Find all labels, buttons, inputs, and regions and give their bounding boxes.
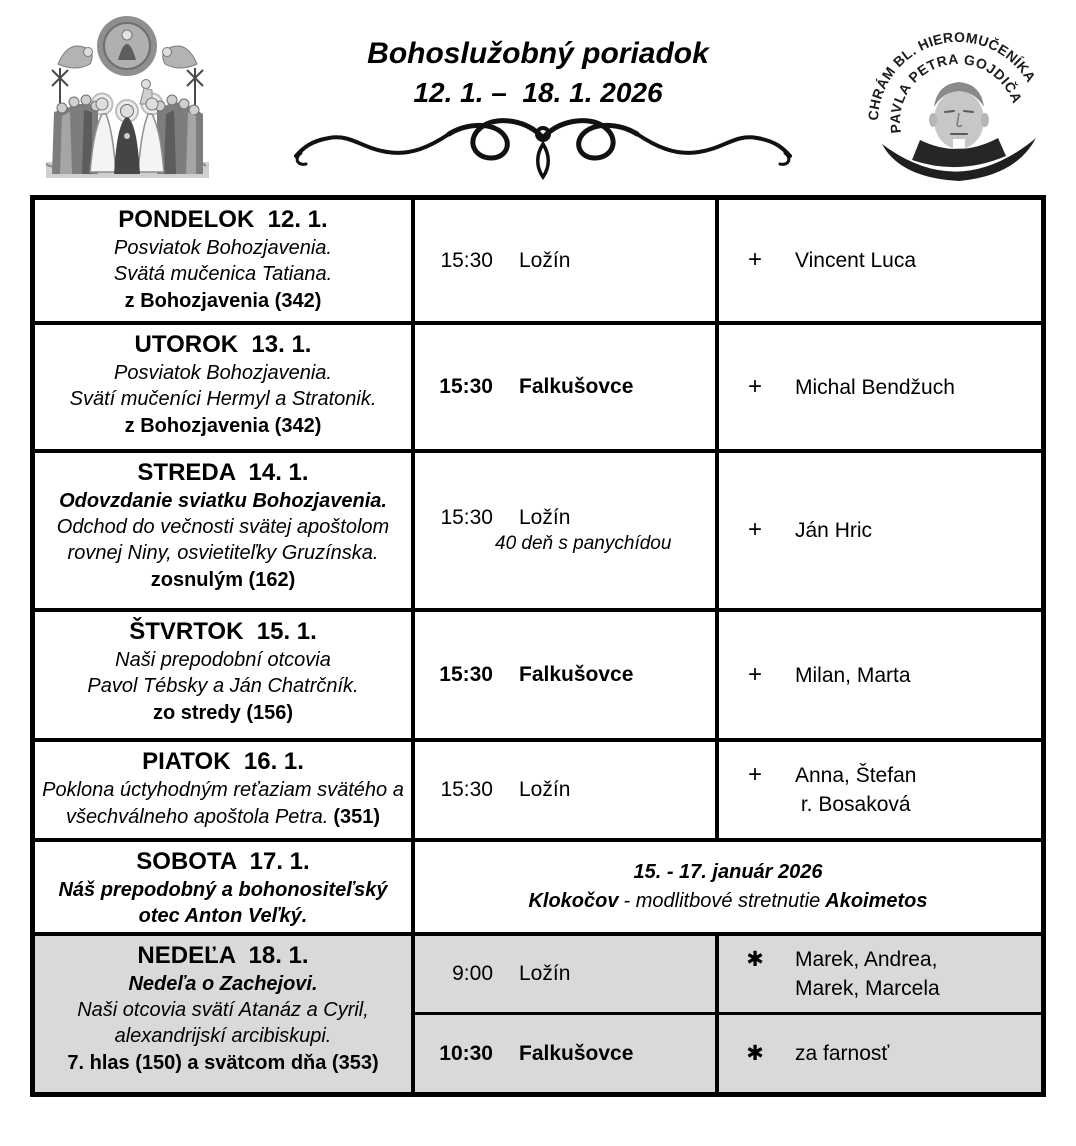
service-place: Ložín bbox=[519, 506, 571, 529]
feast-line: Posviatok Bohozjavenia. bbox=[114, 237, 332, 259]
intention-name: Milan, Marta bbox=[795, 663, 911, 687]
day-cell-sobota bbox=[35, 842, 415, 936]
service-time: 15:30 bbox=[440, 248, 493, 272]
intention-cell bbox=[719, 1015, 1041, 1092]
day-cell-piatok bbox=[35, 742, 415, 842]
service-line bbox=[431, 962, 570, 986]
intention-cell bbox=[719, 936, 1041, 1015]
service-place: Ložín bbox=[519, 778, 571, 801]
deceased-cross-symbol: + bbox=[747, 516, 762, 543]
service-line bbox=[431, 778, 570, 802]
feast-line: Svätí mučeníci Hermyl a Stratonik. bbox=[69, 388, 377, 410]
service-cell bbox=[415, 1015, 719, 1092]
day-cell-nedela bbox=[35, 936, 415, 1092]
feast-bold-line: Nedeľa o Zachejovi. bbox=[128, 973, 318, 995]
feast-line: Naši otcovia svätí Atanáz a Cyril, alexandrijskí arcibiskupi. bbox=[77, 999, 369, 1047]
feast-line: Poklona úctyhodným reťaziam svätého a všechválneho apoštola Petra. (351) bbox=[42, 779, 404, 828]
deceased-cross-symbol: + bbox=[747, 660, 762, 688]
rubric-line: z Bohozjavenia (342) bbox=[124, 415, 322, 437]
intention-name: za farnosť bbox=[795, 1042, 890, 1065]
day-title: SOBOTA 17. 1. bbox=[136, 848, 310, 875]
day-title: PONDELOK 12. 1. bbox=[118, 206, 328, 233]
intention-cell bbox=[719, 325, 1041, 453]
day-title: UTOROK 13. 1. bbox=[134, 331, 312, 358]
day-cell-stvrtok bbox=[35, 612, 415, 742]
service-place: Falkušovce bbox=[519, 1041, 634, 1065]
feast-line: Posviatok Bohozjavenia. bbox=[114, 362, 332, 384]
liturgy-note: 40 deň s panychídou bbox=[495, 533, 672, 554]
intention-name: r. Bosaková bbox=[800, 793, 911, 816]
service-line bbox=[431, 1042, 633, 1066]
service-place: Falkušovce bbox=[519, 663, 634, 686]
intention-cell bbox=[719, 742, 1041, 842]
service-line bbox=[431, 249, 570, 273]
deceased-cross-symbol: + bbox=[747, 372, 762, 400]
service-cell bbox=[415, 453, 719, 612]
day-title: NEDEĽA 18. 1. bbox=[137, 942, 309, 969]
intention-cell bbox=[719, 612, 1041, 742]
service-time: 15:30 bbox=[440, 506, 493, 529]
parish-stamp-icon bbox=[858, 4, 1053, 182]
living-asterisk-symbol: ✱ bbox=[746, 948, 764, 971]
stamp-arc-bottom-text: PAVLA PETRA GOJDIČA bbox=[886, 50, 1026, 135]
service-cell bbox=[415, 936, 719, 1015]
day-cell-pondelok bbox=[35, 200, 415, 325]
day-cell-streda bbox=[35, 453, 415, 612]
service-cell bbox=[415, 325, 719, 453]
flourish-divider-icon bbox=[293, 112, 793, 182]
feast-bold-line: Odovzdanie sviatku Bohozjavenia. bbox=[59, 490, 387, 512]
day-title: STREDA 14. 1. bbox=[137, 459, 309, 486]
rubric-line: z Bohozjavenia (342) bbox=[124, 290, 322, 312]
service-time: 15:30 bbox=[439, 375, 493, 398]
service-time: 9:00 bbox=[452, 962, 493, 985]
intention-name: Ján Hric bbox=[795, 519, 873, 542]
feast-line: Pavol Tébsky a Ján Chatrčník. bbox=[87, 675, 359, 697]
event-cell bbox=[415, 842, 1041, 936]
stamp-arc-top-text: CHRÁM BL. HIEROMUČENÍKA bbox=[864, 28, 1040, 122]
rubric-line: 7. hlas (150) a svätcom dňa (353) bbox=[67, 1052, 379, 1074]
service-line bbox=[431, 375, 633, 399]
service-time: 10:30 bbox=[439, 1041, 493, 1065]
service-time: 15:30 bbox=[439, 663, 493, 686]
living-asterisk-symbol: ✱ bbox=[746, 1042, 764, 1065]
deceased-cross-symbol: + bbox=[747, 246, 762, 273]
ascension-icon bbox=[40, 12, 215, 184]
day-title: PIATOK 16. 1. bbox=[142, 748, 304, 775]
service-cell bbox=[415, 200, 719, 325]
intention-name: Marek, Marcela bbox=[795, 977, 940, 1000]
feast-line: Naši prepodobní otcovia bbox=[115, 649, 331, 671]
title-block bbox=[250, 34, 826, 112]
rubric-inline: (351) bbox=[333, 806, 381, 828]
date-range: 12. 1. – 18. 1. 2026 bbox=[413, 77, 663, 108]
feast-line: Odchod do večnosti svätej apoštolom rovnej Niny, osvietiteľky Gruzínska. bbox=[56, 516, 390, 564]
intention-cell bbox=[719, 200, 1041, 325]
feast-bold-line: Náš prepodobný a bohonositeľský otec Anton Veľký. bbox=[58, 879, 388, 927]
service-place: Ložín bbox=[519, 248, 571, 272]
service-place: Ložín bbox=[519, 962, 571, 985]
event-place: Klokočov bbox=[528, 890, 619, 912]
service-cell bbox=[415, 742, 719, 842]
day-cell-utorok bbox=[35, 325, 415, 453]
rubric-line: zo stredy (156) bbox=[152, 702, 294, 724]
event-description: Klokočov - modlitbové stretnutie Akoimetos bbox=[528, 890, 928, 912]
page-title: Bohoslužobný poriadok bbox=[367, 37, 709, 70]
event-dates: 15. - 17. január 2026 bbox=[633, 861, 823, 883]
intention-cell bbox=[719, 453, 1041, 612]
service-line bbox=[431, 506, 715, 530]
feast-line: Svätá mučenica Tatiana. bbox=[113, 263, 333, 285]
rubric-line: zosnulým (162) bbox=[150, 569, 296, 591]
service-cell bbox=[415, 612, 719, 742]
day-title: ŠTVRTOK 15. 1. bbox=[129, 618, 317, 645]
intention-name: Vincent Luca bbox=[795, 249, 917, 272]
service-time: 15:30 bbox=[440, 778, 493, 801]
intention-name: Anna, Štefan bbox=[795, 764, 917, 787]
service-place: Falkušovce bbox=[519, 375, 634, 398]
intention-name: Marek, Andrea, bbox=[795, 948, 938, 971]
liturgy-schedule-table bbox=[30, 195, 1046, 1097]
service-line bbox=[431, 663, 633, 687]
intention-name: Michal Bendžuch bbox=[795, 375, 955, 399]
deceased-cross-symbol: + bbox=[747, 761, 762, 788]
event-name: Akoimetos bbox=[825, 890, 928, 912]
page-header bbox=[0, 0, 1076, 195]
